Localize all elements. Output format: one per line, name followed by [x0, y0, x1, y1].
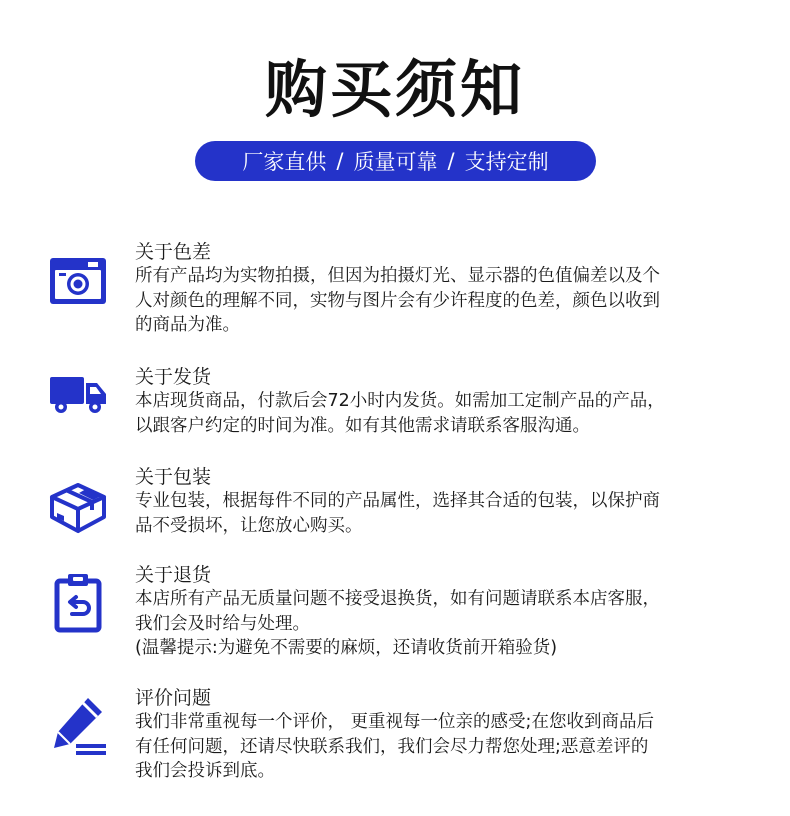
return-clipboard-icon: [46, 569, 110, 633]
section-body: 所有产品均为实物拍摄，但因为拍摄灯光、显示器的色值偏差以及个 人对颜色的理解不同，实物与图片会有少许程度的色差，颜色以收到 的商品为准。: [135, 266, 660, 335]
delivery-truck-icon: [46, 363, 110, 427]
section-heading: 关于色差: [135, 241, 212, 263]
pen-review-icon: [46, 692, 110, 756]
banner-item-factory-direct: 厂家直供: [242, 150, 327, 174]
section-body: 本店现货商品，付款后会72小时内发货。如需加工定制产品的产品， 以跟客户约定的时间为准。如有其他需求请联系客服沟通。: [135, 391, 665, 436]
section-text: [135, 563, 760, 661]
banner-item-customization: 支持定制: [464, 150, 549, 174]
section-text: [135, 240, 760, 338]
package-box-icon: [46, 473, 110, 537]
banner-separator: /: [336, 149, 344, 173]
page-title: 购买须知: [264, 53, 525, 126]
section-body: 专业包装，根据每件不同的产品属性，选择其合适的包装，以保护商 品不受损坏，让您放心购买。: [135, 491, 660, 536]
section-text: [135, 686, 760, 784]
section-body: 本店所有产品无质量问题不接受退换货，如有问题请联系本店客服， 我们会及时给与处理。 (温馨提示:为避免不需要的麻烦，还请收货前开箱验货): [135, 589, 660, 658]
banner-item-quality: 质量可靠: [353, 150, 438, 174]
section-text: [135, 365, 760, 438]
section-text: [135, 465, 760, 538]
section-heading: 关于包装: [135, 466, 212, 488]
banner-separator: /: [447, 149, 455, 173]
section-heading: 关于发货: [135, 366, 212, 388]
section-heading: 评价问题: [135, 687, 212, 709]
section-body: 我们非常重视每一个评价， 更重视每一位亲的感受;在您收到商品后 有任何问题，还请尽快联系我们，我们会尽力帮您处理;恶意差评的 我们会投诉到底。: [135, 712, 654, 781]
tagline-banner: [195, 141, 596, 181]
camera-icon: [46, 248, 110, 312]
section-heading: 关于退货: [135, 564, 212, 586]
